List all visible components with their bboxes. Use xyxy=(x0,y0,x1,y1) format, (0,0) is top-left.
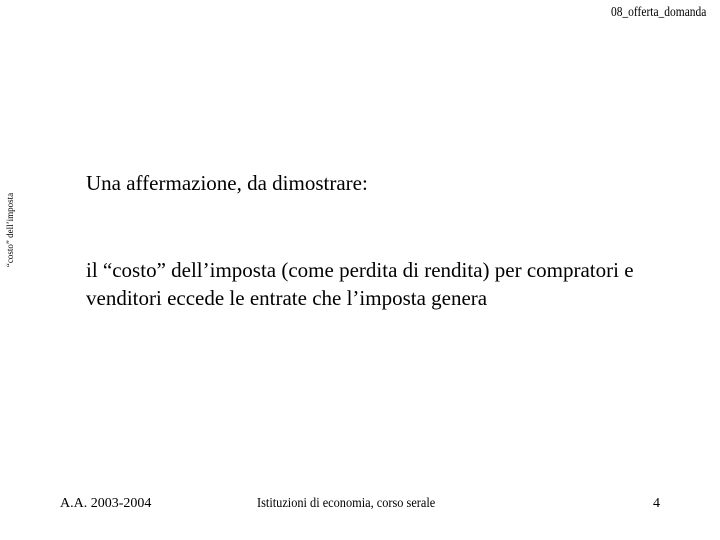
slide-statement: il “costo” dell’imposta (come perdita di rendita) per compratori e venditori eccede le entrate che l’imposta genera xyxy=(86,258,634,310)
document-id: 08_offerta_domanda xyxy=(610,5,706,20)
footer-page-number: 4 xyxy=(653,496,660,511)
footer-course-name: Istituzioni di economia, corso serale xyxy=(257,496,436,511)
slide-intro: Una affermazione, da dimostrare: xyxy=(86,171,368,195)
vertical-section-label xyxy=(0,170,20,290)
vertical-section-label-text: “costo” dell’imposta xyxy=(5,192,16,268)
footer-academic-year: A.A. 2003-2004 xyxy=(60,496,152,511)
